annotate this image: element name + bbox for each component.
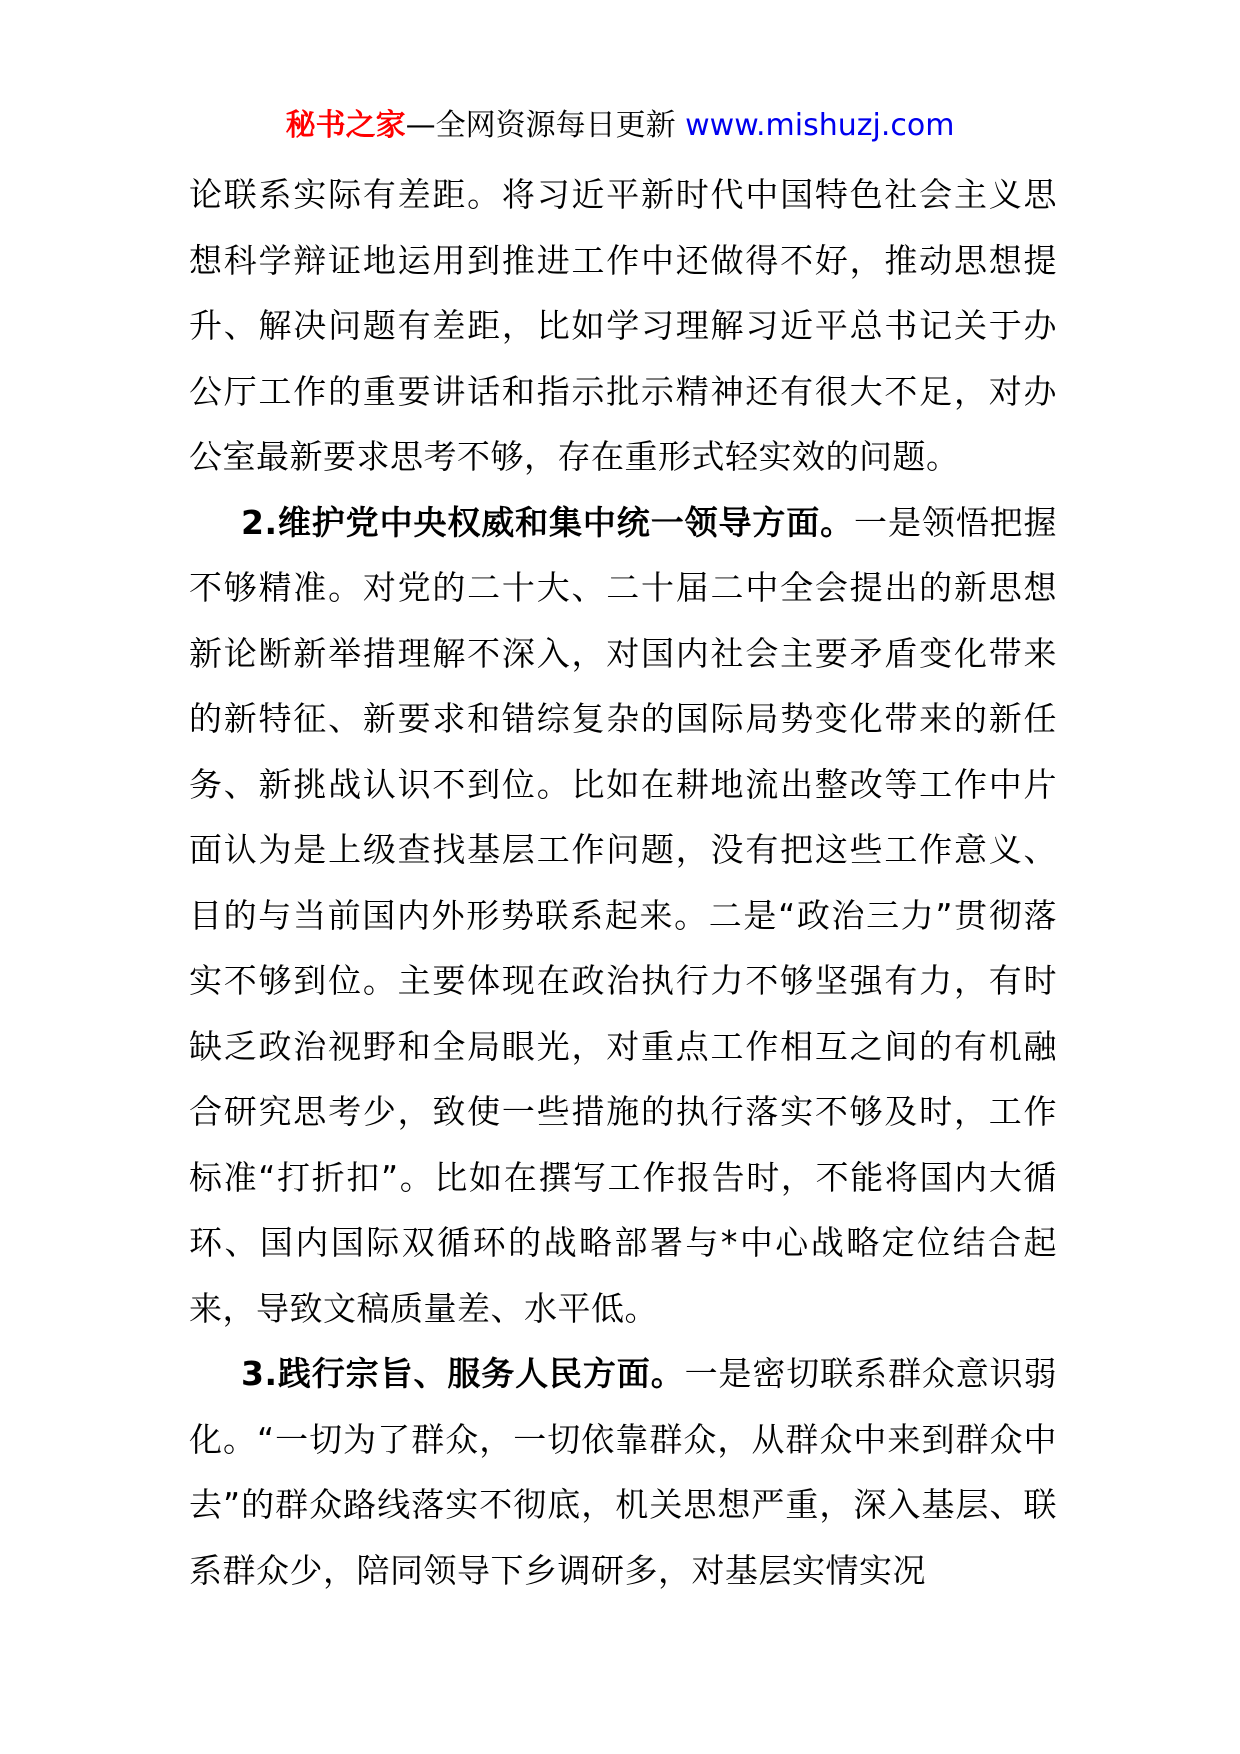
site-header	[0, 104, 1240, 148]
section-heading: 3.践行宗旨、服务人民方面。	[241, 1354, 685, 1393]
paragraph-text: 论联系实际有差距。将习近平新时代中国特色社会主义思想科学辩证地运用到推进工作中还做得不好，推动思想提升、解决问题有差距，比如学习理解习近平总书记关于办公厅工作的重要讲话和指示批示精神还有很大不足，对办公室最新要求思考不够，存在重形式轻实效的问题。	[189, 175, 1057, 476]
paragraph-continuation	[189, 162, 1057, 490]
paragraph-section-3	[189, 1341, 1057, 1603]
header-tagline: —全网资源每日更新	[405, 108, 676, 143]
paragraph-section-2	[189, 490, 1057, 1342]
section-heading: 2.维护党中央权威和集中统一领导方面。	[241, 502, 855, 542]
paragraph-text: 一是领悟把握不够精准。对党的二十大、二十届二中全会提出的新思想新论断新举措理解不深入，对国内社会主要矛盾变化带来的新特征、新要求和错综复杂的国际局势变化带来的新任务、新挑战认识不到位。比如在耕地流出整改等工作中片面认为是上级查找基层工作问题，没有把这些工作意义、目的与当前国内外形势联系起来。二是“政治三力”贯彻落实不够到位。主要体现在政治执行力不够坚强有力，有时缺乏政治视野和全局眼光，对重点工作相互之间的有机融合研究思考少，致使一些措施的执行落实不够及时，工作标准“打折扣”。比如在撰写工作报告时，不能将国内大循环、国内国际双循环的战略部署与*中心战略定位结合起来，导致文稿质量差、水平低。	[189, 502, 1058, 1328]
paragraph-text: 一是密切联系群众意识弱化。“一切为了群众，一切依靠群众，从群众中来到群众中去”的群众路线落实不彻底，机关思想严重，深入基层、联系群众少，陪同领导下乡调研多，对基层实情实况	[189, 1354, 1058, 1590]
site-url-link[interactable]: www.mishuzj.com	[685, 108, 955, 143]
document-body	[189, 162, 1057, 1603]
brand-name: 秘书之家	[285, 108, 406, 143]
